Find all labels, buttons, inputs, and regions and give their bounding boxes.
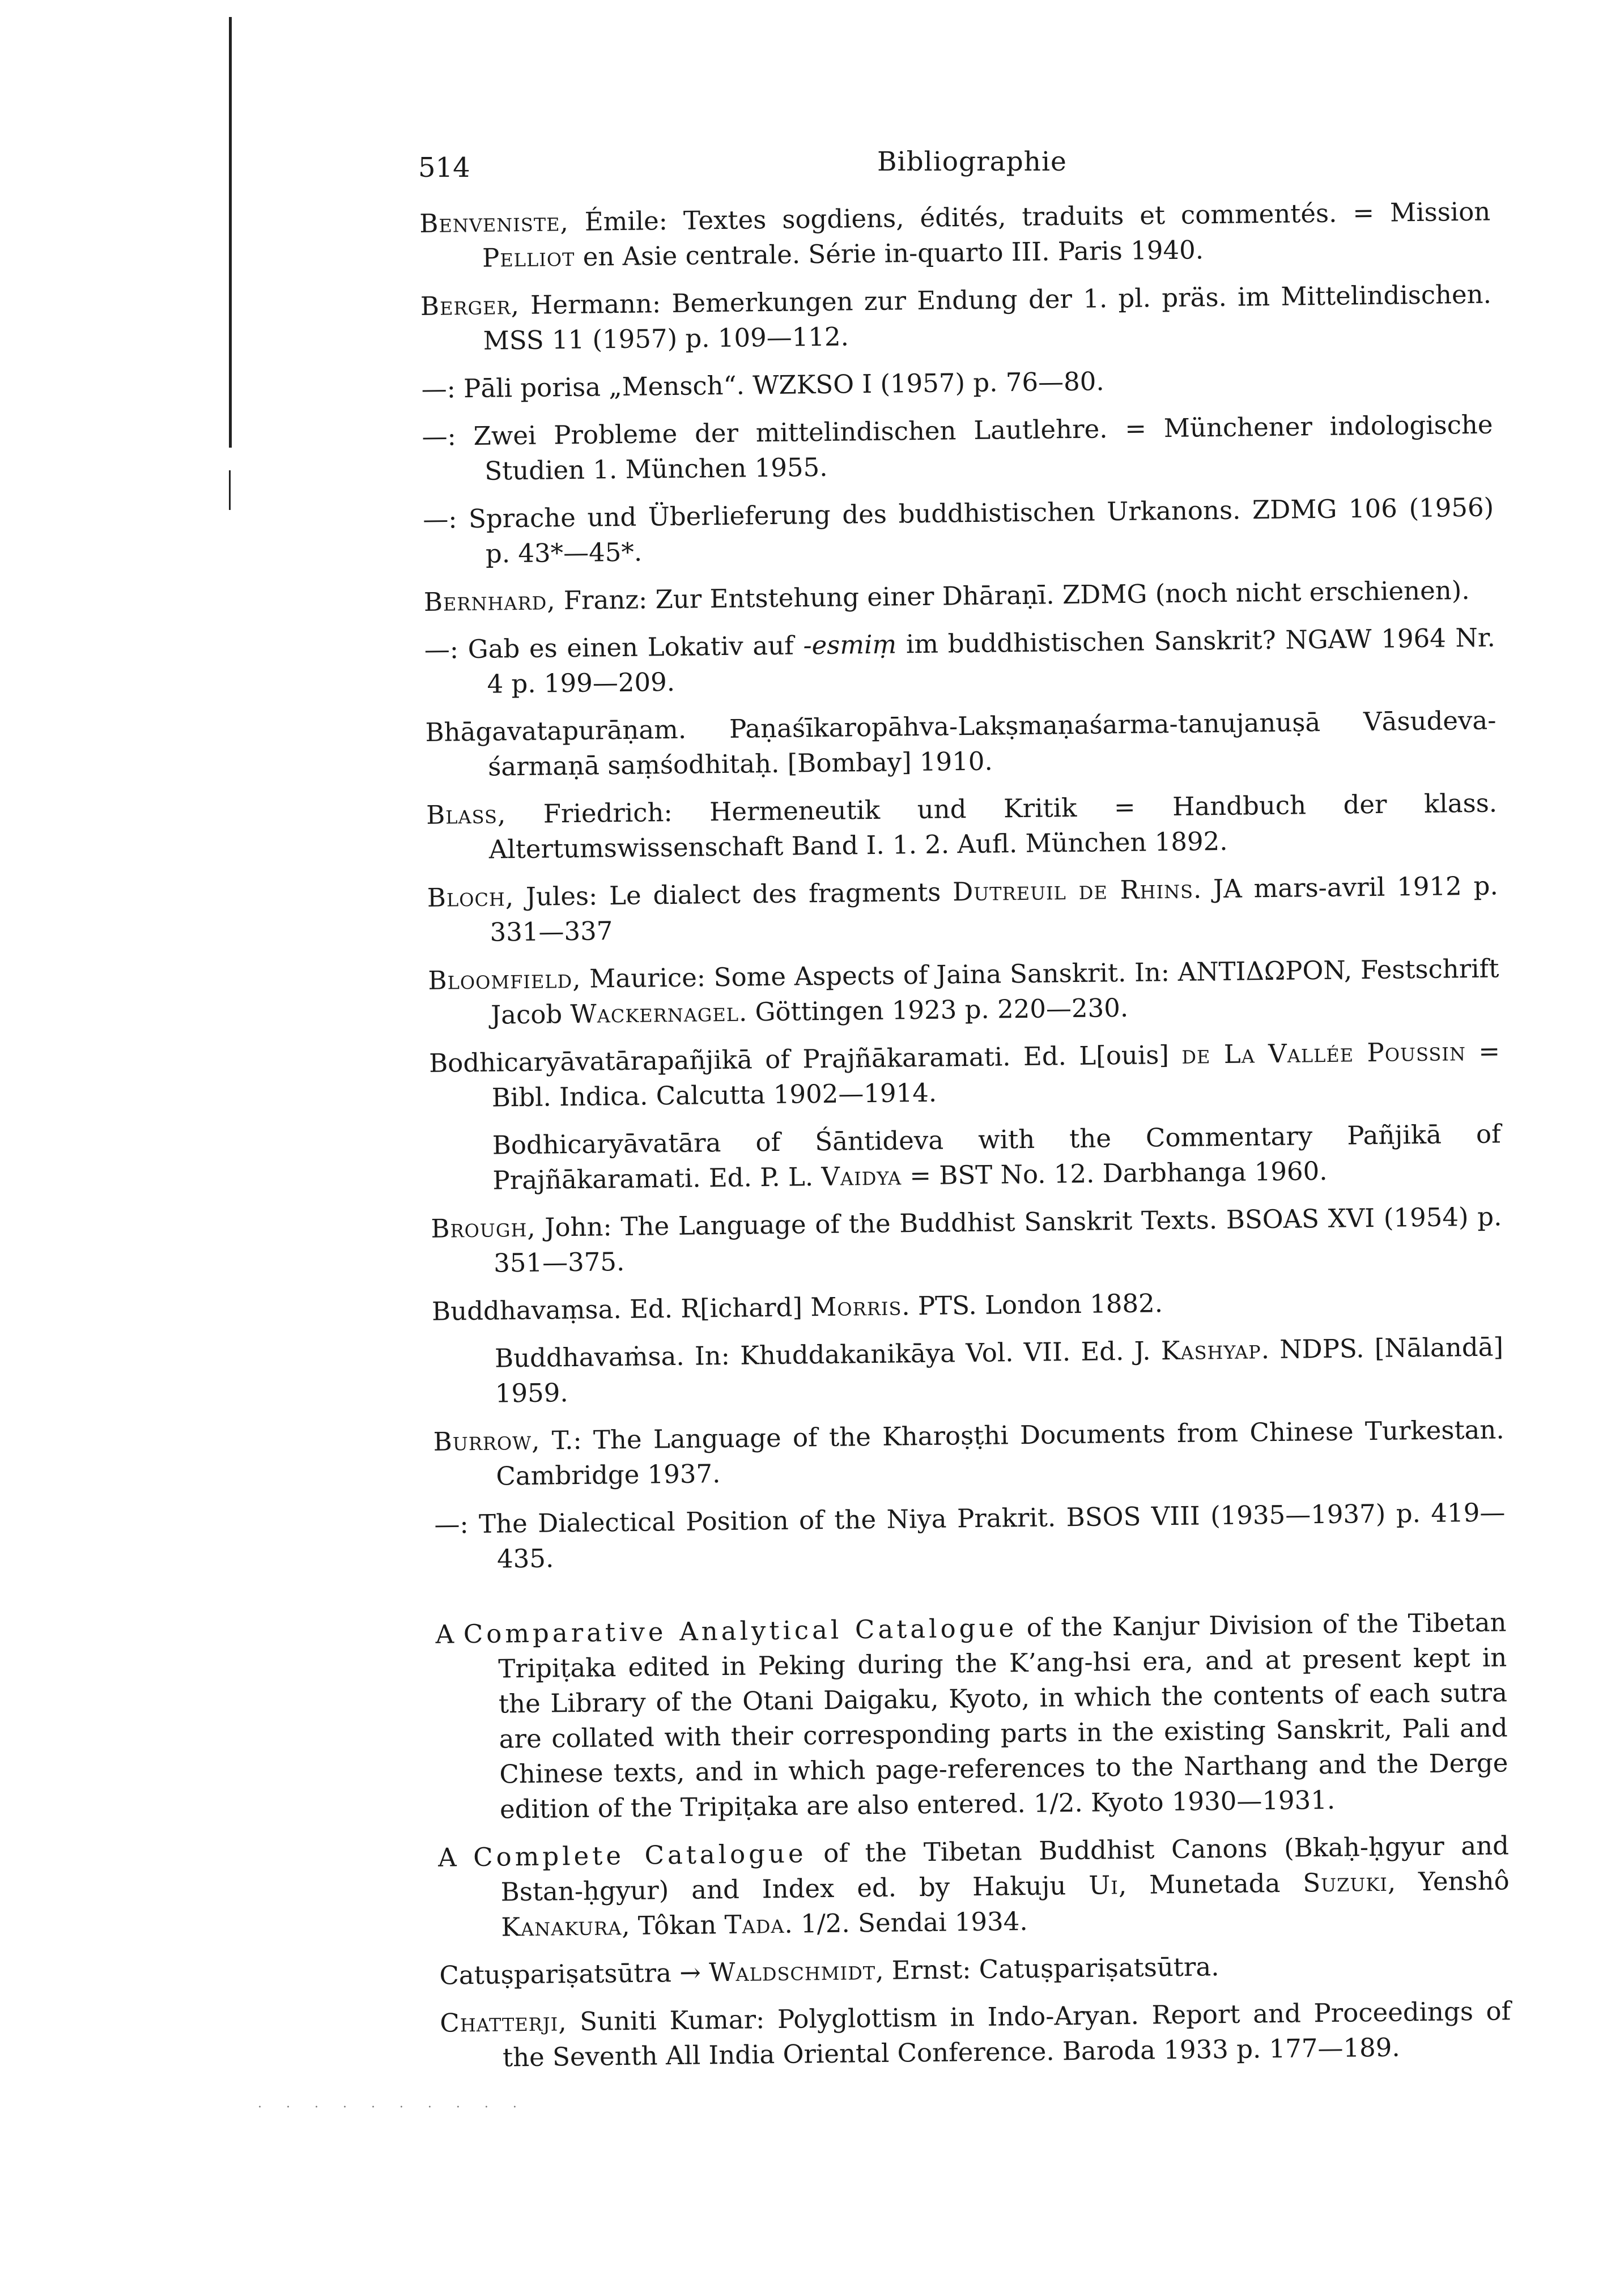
page-number: 514 <box>418 152 470 184</box>
entry-name: Vaidya <box>821 1160 902 1192</box>
running-title: Bibliographie <box>877 146 1067 177</box>
bib-entry-benveniste <box>419 194 1491 277</box>
bib-entry-bodhicaryavatarapanjika <box>429 1034 1500 1116</box>
entry-title-spaced: Complete Catalogue <box>473 1838 807 1873</box>
entry-text: , Tôkan <box>621 1910 725 1941</box>
bib-entry-berger-4 <box>423 490 1494 572</box>
entry-text: . NDPS. [Nālandā] 1959. <box>495 1332 1504 1409</box>
entry-text: . JA mars-avril 1912 p. 331—337 <box>490 870 1499 947</box>
bib-entry-bloch <box>427 868 1498 950</box>
entry-text: Buddhavaṃsa. Ed. R[ichard] <box>431 1292 811 1326</box>
bib-entry-complete-catalogue <box>438 1828 1510 1945</box>
entry-author: Bernhard, <box>423 585 556 617</box>
entry-text: Maurice: Some Aspects of Jaina Sanskrit. In: ANTIΔΩPON, Festschrift Jacob <box>490 953 1499 1030</box>
entry-text: Bodhicaryāvatāra of Śāntideva with the Commentary Pañjikā of Prajñākaramati. Ed. P. L. <box>492 1119 1501 1196</box>
scan-marks: . . . . . . . . . . <box>258 2097 527 2111</box>
bib-entry-berger-3 <box>422 407 1493 490</box>
entry-author: Burrow, <box>433 1425 541 1457</box>
entry-name: Ui <box>1089 1870 1119 1900</box>
entry-text: —: The Dialectical Position of the Niya Prakrit. BSOS VIII (1935—1937) p. 419—435. <box>434 1497 1506 1574</box>
bib-entry-comparative-catalogue <box>435 1605 1508 1827</box>
entry-author: Blass, <box>426 799 507 830</box>
bib-entry-bloomfield <box>428 951 1499 1033</box>
entry-text: Franz: Zur Entstehung einer Dhāraṇī. ZDMG (noch nicht erschienen). <box>555 575 1470 616</box>
entry-text: . 1/2. Sendai 1934. <box>784 1906 1028 1939</box>
entry-text: Jules: Le dialect des fragments <box>513 877 953 912</box>
scan-edge-shadow-lower <box>229 470 231 510</box>
entry-text: = Bibl. Indica. Calcutta 1902—1914. <box>491 1036 1500 1113</box>
bib-entry-bernhard <box>424 573 1495 620</box>
entry-name: Dutreuil de Rhins <box>952 874 1194 907</box>
bib-entry-berger-2 <box>421 360 1493 407</box>
entry-text: A <box>435 1619 464 1649</box>
bib-entry-bernhard-2 <box>424 620 1496 703</box>
bib-entry-buddhavamsa-2 <box>432 1329 1504 1411</box>
entry-author: Bloomfield, <box>428 963 581 996</box>
bib-entry-burrow <box>433 1412 1504 1494</box>
entry-italic: -esmiṃ <box>803 629 897 661</box>
bib-entry-burrow-2 <box>434 1495 1506 1577</box>
entry-text: Émile: Textes sogdiens, édités, traduits et commentés. = Mission <box>568 196 1491 237</box>
entry-text: John: The Language of the Buddhist Sanskrit Texts. BSOAS XVI (1954) p. 351—375. <box>493 1201 1502 1278</box>
entry-text: T.: The Language of the Kharoṣṭhi Documents from Chinese Turkestan. Cambridge 1937. <box>496 1414 1504 1491</box>
bib-entry-chatterji <box>440 1993 1511 2076</box>
entry-name: Morris <box>810 1291 902 1323</box>
bib-entry-berger <box>420 277 1492 359</box>
bib-entry-brough <box>431 1199 1502 1281</box>
bib-entry-bhagavatapuranam <box>425 703 1497 785</box>
entry-author: Benveniste, <box>419 207 569 239</box>
bib-entry-bodhicaryavatara <box>430 1116 1501 1198</box>
entry-name: Waldschmidt <box>708 1955 876 1988</box>
entry-text: = BST No. 12. Darbhanga 1960. <box>901 1155 1328 1191</box>
entry-text: —: Sprache und Überlieferung des buddhistischen Urkanons. ZDMG 106 (1956) p. 43*—45*. <box>422 492 1494 569</box>
entry-text: , Munetada <box>1118 1868 1303 1900</box>
entry-name: Kashyap <box>1160 1334 1261 1366</box>
entry-name: Pelliot <box>482 241 575 273</box>
entry-author: Bloch, <box>427 882 515 913</box>
entry-author: Chatterji, <box>440 2006 567 2038</box>
entry-text: im buddhistischen Sanskrit? NGAW 1964 Nr. 4 p. 199—209. <box>487 622 1496 699</box>
entry-title-spaced: Comparative Analytical Catalogue <box>463 1613 1018 1649</box>
entry-text: Bhāgavatapurāṇam. Paṇaśīkaropāhva-Lakṣmaṇaśarma-tanujanuṣā Vāsudeva-śarmaṇā saṃśodhitaḥ. [Bombay] 1910. <box>425 705 1497 782</box>
entry-text: . Göttingen 1923 p. 220—230. <box>738 992 1129 1027</box>
entry-text: , Ernst: Catuṣpariṣatsūtra. <box>875 1951 1219 1986</box>
entry-text: Bodhicaryāvatārapañjikā of Prajñākaramati. Ed. L[ouis] <box>428 1039 1182 1078</box>
entry-text: Catuṣpariṣatsūtra → <box>439 1957 709 1991</box>
bib-entry-catusparisatsutra <box>439 1946 1511 1993</box>
entry-text: A <box>437 1842 474 1873</box>
entry-text: of the Kanjur Division of the Tibetan Tripiṭaka edited in Peking during the K’ang-hsi era, and at present kept in the Library of the Otani Daigaku, Kyoto, in which the contents of each sutra are collated with their corresponding parts in the existing Sanskrit, Pali and Chinese texts, and in which page-references to the Narthang and the Derge edition of the Tripiṭaka are also entered. 1/2. Kyoto 1930—1931. <box>498 1607 1508 1825</box>
entry-text: —: Gab es einen Lokativ auf <box>424 630 804 665</box>
entry-name: Wackernagel <box>570 997 739 1030</box>
entry-text: Suniti Kumar: Polyglottism in Indo-Aryan. Report and Proceedings of the Seventh All India Oriental Conference. Baroda 1933 p. 177—189. <box>502 1996 1511 2073</box>
entry-text: Hermann: Bemerkungen zur Endung der 1. pl. präs. im Mittelindischen. MSS 11 (1957) p. 109—112. <box>483 279 1492 356</box>
entry-text: en Asie centrale. Série in-quarto III. Paris 1940. <box>575 235 1204 272</box>
entry-text: —: Zwei Probleme der mittelindischen Lautlehre. = Münchener indologische Studien 1. München 1955. <box>422 409 1493 486</box>
entry-text: —: Pāli porisa „Mensch“. WZKSO I (1957) p. 76—80. <box>421 366 1104 404</box>
bib-entry-blass <box>426 785 1498 868</box>
entry-author: Brough, <box>431 1212 536 1244</box>
entry-text: . PTS. London 1882. <box>902 1288 1163 1321</box>
entry-author: Berger, <box>420 290 520 321</box>
entry-name: Tada <box>724 1908 785 1940</box>
bibliography-list <box>419 194 1512 2089</box>
entry-text: Buddhavaṁsa. In: Khuddakanikāya Vol. VII. Ed. J. <box>494 1336 1162 1374</box>
entry-name: de La Vallée Poussin <box>1181 1036 1466 1070</box>
scan-edge-shadow <box>229 17 232 448</box>
bib-entry-buddhavamsa <box>432 1282 1503 1329</box>
entry-text: Friedrich: Hermeneutik und Kritik = Handbuch der klass. Altertumswissenschaft Band I. 1. 2. Aufl. München 1892. <box>488 788 1498 865</box>
entry-text: , Yenshô <box>1387 1865 1510 1897</box>
entry-name: Kanakura <box>501 1911 622 1942</box>
entry-name: Suzuki <box>1302 1866 1388 1898</box>
entry-text: of the Tibetan Buddhist Canons (Bkaḥ-ḥgyur and Bstan-ḥgyur) and Index ed. by Hakuju <box>500 1830 1510 1907</box>
